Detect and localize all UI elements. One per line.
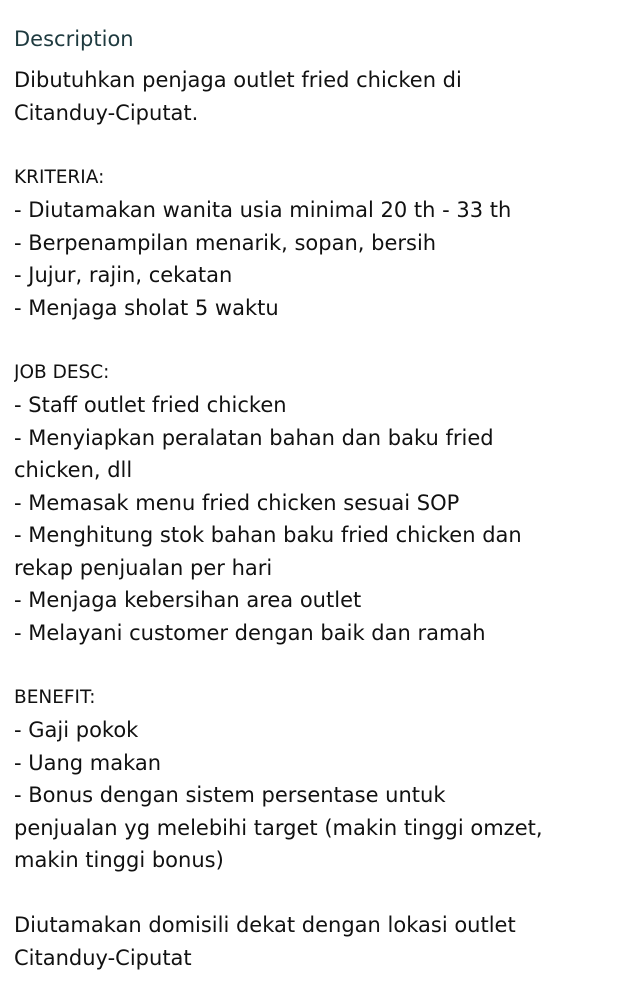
job-desc-line: - Menyiapkan peralatan bahan dan baku fried [14,425,494,450]
kriteria-item: - Berpenampilan menarik, sopan, bersih [14,230,437,255]
closing-line: Citanduy-Ciputat [14,945,192,970]
kriteria-item: - Menjaga sholat 5 waktu [14,295,279,320]
benefit-line: - Uang makan [14,750,162,775]
blank-line [14,324,610,357]
job-desc-line: - Menjaga kebersihan area outlet [14,588,362,612]
description-title: Description [14,27,134,51]
closing-line: Diutamakan domisili dekat dengan lokasi outlet [14,913,516,937]
kriteria-item: - Diutamakan wanita usia minimal 20 th - 33 th [14,198,512,222]
benefit-heading: BENEFIT: [14,686,96,708]
benefit-line: - Bonus dengan sistem persentase untuk [14,783,446,807]
benefit-line: makin tinggi bonus) [14,848,224,872]
blank-line [14,129,610,162]
blank-line [14,649,610,682]
description-body [14,64,610,974]
intro-line: Dibutuhkan penjaga outlet fried chicken di [14,68,462,92]
benefit-line: - Gaji pokok [14,718,139,742]
kriteria-heading: KRITERIA: [14,166,105,188]
job-desc-line: - Memasak menu fried chicken sesuai SOP [14,490,460,515]
benefit-line: penjualan yg melebihi target (makin tinggi omzet, [14,815,543,840]
intro-line: Citanduy-Ciputat. [14,100,199,125]
blank-line [14,877,610,910]
job-desc-line: rekap penjualan per hari [14,555,273,580]
job-desc-line: - Melayani customer dengan baik dan ramah [14,620,486,645]
job-desc-line: - Menghitung stok bahan baku fried chicken dan [14,523,522,547]
job-desc-line: chicken, dll [14,458,133,482]
job-desc-line: - Staff outlet fried chicken [14,393,287,417]
kriteria-item: - Jujur, rajin, cekatan [14,263,233,287]
job-desc-heading: JOB DESC: [14,361,110,383]
